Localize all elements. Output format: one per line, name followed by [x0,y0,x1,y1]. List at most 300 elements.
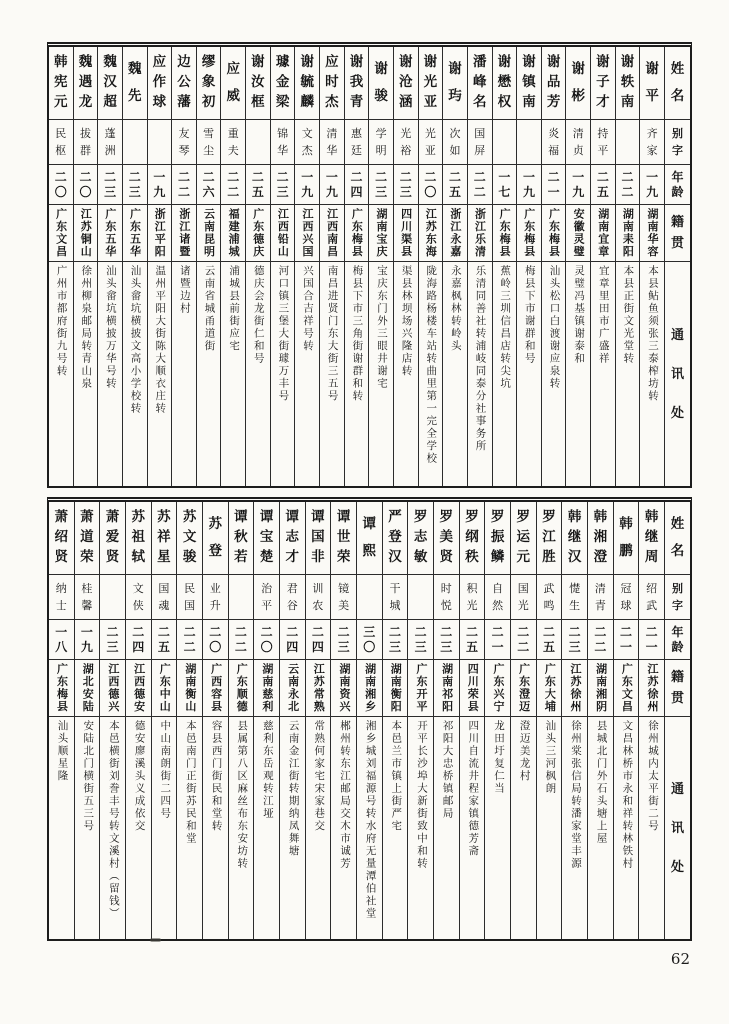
entry-address-cell: 云南金江街转期纳凤舞塘 [287,720,300,858]
entry-name-cell: 苏 祥 星 [152,502,177,575]
entry-column [99,502,125,939]
entry-zi-cell: 文 侠 [126,575,151,620]
entry-name-cell: 严 登 汉 [383,502,408,575]
entry-column [73,47,98,486]
entry-name-cell: 谢 轶 南 [616,47,640,120]
entry-address-cell: 龙田圩复仁当 [492,720,505,795]
entry-zi-cell: 冠 球 [614,575,639,620]
entry-column [253,502,279,939]
entry-name-cell: 应 作 球 [148,47,172,120]
entry-origin-cell: 广东梅县 [345,205,369,262]
column-header-age: 年 龄 [665,165,690,205]
entry-name-cell: 萧 绍 贤 [49,502,74,575]
entry-column [279,502,305,939]
entry-address-cell: 德庆会龙街仁和号 [252,265,265,365]
entry-address-cell: 开平长沙埠大新街致中和转 [415,720,428,870]
entry-zi-cell: 光 亚 [419,120,443,165]
entry-address-cell: 汕头畲坑横披万华号转 [104,265,117,390]
entry-name-cell: 苏 文 骏 [177,502,202,575]
entry-origin-cell: 湖南耒阳 [616,205,640,262]
entry-age-cell: 二 三 [394,165,418,205]
entry-age-cell: 二 一 [614,620,639,660]
entry-origin-cell: 广东澄迈 [511,660,536,717]
entry-origin-cell: 江西德安 [126,660,151,717]
entry-age-cell: 二 三 [383,620,408,660]
entry-address-cell: 澄迈美龙村 [518,720,531,783]
entry-column [615,47,640,486]
entry-zi-cell: 纳 士 [49,575,74,620]
entry-column [171,47,196,486]
entry-origin-cell: 广东大埔 [537,660,562,717]
entry-name-cell: 罗 江 胜 [537,502,562,575]
entry-zi-cell: 文 杰 [295,120,319,165]
entry-address-cell: 广州市都府街九号转 [55,265,68,378]
entry-age-cell: 二 五 [152,620,177,660]
entry-origin-cell: 云南昆明 [197,205,221,262]
entry-address-cell: 慈利东岳观转江垭 [261,720,274,820]
column-header-zi: 别 字 [665,120,690,165]
entry-origin-cell: 广东五华 [98,205,122,262]
entry-name-cell: 罗 志 敏 [408,502,433,575]
entry-address-cell: 蕉岭三圳信昌店转尖坑 [499,265,512,390]
entry-column [356,502,382,939]
entry-column [418,47,443,486]
entry-name-cell: 谢 骏 [369,47,393,120]
entry-name-cell: 罗 振 鳞 [485,502,510,575]
entry-column [536,502,562,939]
entry-age-cell: 二 二 [588,620,613,660]
entry-name-cell: 缪 象 初 [197,47,221,120]
entry-column [294,47,319,486]
entry-zi-cell: 光 裕 [394,120,418,165]
entry-origin-cell: 广东顺德 [229,660,254,717]
entry-name-cell: 韩 宪 元 [49,47,73,120]
entry-origin-cell: 江西兴国 [295,205,319,262]
entry-age-cell: 二 三 [331,620,356,660]
entry-age-cell: 二 三 [271,165,295,205]
entry-age-cell: 二 二 [172,165,196,205]
entry-zi-cell [517,120,541,165]
entry-column [433,502,459,939]
entry-zi-cell: 清 青 [588,575,613,620]
entry-column [638,502,664,939]
entry-zi-cell: 蓬 洲 [98,120,122,165]
entry-name-cell: 萧 道 荣 [75,502,100,575]
entry-origin-cell: 广东兴宁 [485,660,510,717]
entry-zi-cell [148,120,172,165]
entry-origin-cell: 湖南衡山 [177,660,202,717]
entry-name-cell: 苏 登 [203,502,228,575]
entry-column [516,47,541,486]
entry-age-cell: 二 五 [460,620,485,660]
entry-name-cell: 罗 美 贤 [434,502,459,575]
entry-origin-cell: 江西德兴 [100,660,125,717]
entry-name-cell: 谢 彬 [566,47,590,120]
column-header-origin: 籍 贯 [665,205,690,262]
entry-column [196,47,221,486]
entry-age-cell: 二 四 [126,620,151,660]
entry-column [393,47,418,486]
entry-name-cell: 魏 遇 龙 [74,47,98,120]
entry-column [220,47,245,486]
entry-column [484,502,510,939]
entry-zi-cell: 清 贞 [566,120,590,165]
entry-address-cell: 云南省城甬道街 [203,265,216,353]
entry-name-cell: 罗 运 元 [511,502,536,575]
entry-age-cell: 一 九 [320,165,344,205]
column-header-name: 姓 名 [665,47,690,120]
entry-zi-cell: 持 平 [591,120,615,165]
entry-address-cell: 本县鲇鱼须张三泰榨坊转 [647,265,659,403]
entry-age-cell: 二 〇 [49,165,73,205]
entry-address-cell: 徐州棠张信局转潘家堂丰源 [569,720,582,870]
entry-column [492,47,517,486]
entry-origin-cell: 四川渠县 [394,205,418,262]
entry-zi-cell [408,575,433,620]
entry-address-cell: 德安廖溪头义成依交 [133,720,146,833]
entry-origin-cell: 广东五华 [123,205,147,262]
entry-address-cell: 徐州柳泉邮局转青山泉 [80,265,93,390]
entry-age-cell: 二 三 [100,620,125,660]
entry-age-cell: 二 二 [229,620,254,660]
entry-name-cell: 韩 鹏 [614,502,639,575]
entry-zi-cell: 武 鸣 [537,575,562,620]
column-header-name: 姓 名 [665,502,690,575]
entry-age-cell: 二 三 [123,165,147,205]
entry-name-cell: 谢 毓 麟 [295,47,319,120]
entry-age-cell: 一 九 [640,165,664,205]
column-header-origin: 籍 贯 [665,660,690,717]
entry-address-cell: 温州平阳大街陈大顺衣庄转 [154,265,167,415]
entry-column [565,47,590,486]
entry-origin-cell: 湖南慈利 [254,660,279,717]
entry-address-cell: 渠县林坝场兴隆店转 [400,265,413,378]
entry-age-cell: 二 四 [345,165,369,205]
entry-address-cell: 南昌进贤门东大街三五号 [326,265,339,403]
entry-age-cell: 二 五 [246,165,270,205]
directory-table-bottom [47,497,692,941]
entry-age-cell: 二 二 [221,165,245,205]
entry-column [49,502,74,939]
entry-column [561,502,587,939]
entry-name-cell: 谢 光 亚 [419,47,443,120]
entry-origin-cell: 湖南华容 [640,205,664,262]
entry-zi-cell: 自 然 [485,575,510,620]
entry-address-cell: 文昌林桥市永和祥转林铁村 [621,720,634,870]
entry-zi-cell [100,575,125,620]
entry-age-cell: 二 五 [443,165,467,205]
entry-origin-cell: 湖南宝庆 [369,205,393,262]
entry-address-cell: 县城北门外石头塘上屋 [595,720,608,845]
entry-name-cell: 谭 宝 楚 [254,502,279,575]
entry-address-cell: 常熟何家宅宋家巷交 [313,720,326,833]
entry-zi-cell [357,575,382,620]
entry-address-cell: 本邑横街刘誊丰号转文溪村（留钱） [107,720,120,920]
entry-name-cell: 萧 爱 贤 [100,502,125,575]
entry-name-cell: 谢 镇 南 [517,47,541,120]
entry-age-cell: 二 〇 [419,165,443,205]
entry-address-cell: 本县正街文光堂转 [622,265,635,365]
entry-name-cell: 谢 平 [640,47,664,120]
entry-age-cell: 一 九 [517,165,541,205]
entry-zi-cell: 积 光 [460,575,485,620]
entry-age-cell: 一 七 [493,165,517,205]
entry-zi-cell: 次 如 [443,120,467,165]
entry-address-cell: 容县西门街民和堂转 [210,720,223,833]
entry-zi-cell: 友 琴 [172,120,196,165]
entry-zi-cell [616,120,640,165]
entry-address-cell: 永嘉枫林转岭头 [449,265,462,353]
entry-age-cell: 二 〇 [74,165,98,205]
entry-address-cell: 本邑南门正街苏民和堂 [184,720,197,845]
entry-column [97,47,122,486]
entry-name-cell: 谭 世 荣 [331,502,356,575]
entry-age-cell: 二 三 [434,620,459,660]
entry-zi-cell [229,575,254,620]
entry-zi-cell [123,120,147,165]
entry-zi-cell: 时 悦 [434,575,459,620]
entry-zi-cell: 拔 群 [74,120,98,165]
entry-name-cell: 谢 玙 [443,47,467,120]
entry-age-cell: 二 二 [616,165,640,205]
entry-origin-cell: 广东梅县 [517,205,541,262]
entry-zi-cell [493,120,517,165]
entry-column [459,502,485,939]
entry-column [202,502,228,939]
entry-address-cell: 徐州城内太平街二号 [647,720,659,833]
entry-origin-cell: 湖南湘阴 [588,660,613,717]
entry-column [147,47,172,486]
entry-age-cell: 二 六 [197,165,221,205]
entry-name-cell: 谢 汝 框 [246,47,270,120]
entry-name-cell: 魏 先 [123,47,147,120]
entry-zi-cell: 国 光 [511,575,536,620]
entry-age-cell: 二 四 [280,620,305,660]
entry-age-cell: 二 四 [306,620,331,660]
entry-age-cell: 二 二 [177,620,202,660]
column-header-age: 年 龄 [665,620,690,660]
entry-age-cell: 二 五 [591,165,615,205]
entry-column [305,502,331,939]
entry-age-cell: 一 九 [295,165,319,205]
entry-origin-cell: 湖北安陆 [75,660,100,717]
entry-origin-cell: 湖南祁阳 [434,660,459,717]
entry-column [319,47,344,486]
entry-name-cell: 谢 品 芳 [542,47,566,120]
entry-zi-cell: 民 国 [177,575,202,620]
entry-age-cell: 一 九 [566,165,590,205]
entry-name-cell: 罗 纲 秩 [460,502,485,575]
entry-zi-cell: 清 华 [320,120,344,165]
entry-column [587,502,613,939]
entry-column [245,47,270,486]
entry-column [590,47,615,486]
entry-zi-cell: 重 夫 [221,120,245,165]
entry-column [442,47,467,486]
entry-origin-cell: 湖南宜章 [591,205,615,262]
entry-column [125,502,151,939]
entry-name-cell: 谭 国 非 [306,502,331,575]
entry-column [344,47,369,486]
entry-address-cell: 乐清同善社转浦岐同泰分社事务所 [474,265,487,453]
entry-column [382,502,408,939]
entry-address-cell: 灵璧冯基镇谢泰和 [573,265,586,365]
entry-origin-cell: 江西南昌 [320,205,344,262]
entry-column [228,502,254,939]
entry-origin-cell: 广东梅县 [49,660,74,717]
entry-name-cell: 魏 汉 超 [98,47,122,120]
entry-origin-cell: 浙江乐清 [468,205,492,262]
entry-age-cell: 二 一 [639,620,664,660]
entry-origin-cell: 广东文昌 [49,205,73,262]
entry-origin-cell: 江苏铜山 [74,205,98,262]
entry-origin-cell: 湖南湘乡 [357,660,382,717]
header-column [664,502,690,939]
header-column [664,47,690,486]
entry-zi-cell: 治 平 [254,575,279,620]
entry-age-cell: 二 〇 [254,620,279,660]
entry-zi-cell [246,120,270,165]
column-header-zi: 别 字 [665,575,690,620]
entry-address-cell: 四川自流井程家镇德芳斋 [467,720,480,858]
entry-name-cell: 谢 子 才 [591,47,615,120]
entry-origin-cell: 浙江诸暨 [172,205,196,262]
entry-column [122,47,147,486]
entry-zi-cell: 炎 福 [542,120,566,165]
entry-address-cell: 祁阳大忠桥镇邮局 [441,720,454,820]
entry-column [176,502,202,939]
entry-age-cell: 一 九 [75,620,100,660]
page-number: 62 [670,950,690,968]
entry-zi-cell: 君 谷 [280,575,305,620]
entry-column [74,502,100,939]
entry-name-cell: 韩 湘 澄 [588,502,613,575]
entry-zi-cell: 雪 尘 [197,120,221,165]
entry-origin-cell: 江苏东海 [419,205,443,262]
entry-age-cell: 一 八 [49,620,74,660]
entry-zi-cell: 齐 家 [640,120,664,165]
entry-name-cell: 谭 熙 [357,502,382,575]
entry-column [613,502,639,939]
entry-address-cell: 中山南朗街二四号 [159,720,172,820]
entry-column [510,502,536,939]
entry-address-cell: 汕头三河枫朗 [544,720,557,795]
entry-address-cell: 宝庆东门外三眼井谢宅 [375,265,388,390]
entry-zi-cell: 憷 生 [562,575,587,620]
entry-column [541,47,566,486]
entry-zi-cell: 干 城 [383,575,408,620]
entry-zi-cell: 训 农 [306,575,331,620]
entry-address-cell: 县属第八区麻丝布东安坊转 [236,720,249,870]
entry-column [49,47,73,486]
entry-zi-cell: 业 升 [203,575,228,620]
entry-origin-cell: 广东文昌 [614,660,639,717]
entry-name-cell: 苏 祖 轼 [126,502,151,575]
entry-address-cell: 浦城县前街应宅 [228,265,241,353]
entry-name-cell: 谢 沧 涵 [394,47,418,120]
entry-column [330,502,356,939]
entry-origin-cell: 湖南衡阳 [383,660,408,717]
entry-origin-cell: 广东德庆 [246,205,270,262]
entry-age-cell: 二 二 [468,165,492,205]
entry-origin-cell: 广东开平 [408,660,433,717]
entry-name-cell: 韩 继 周 [639,502,664,575]
entry-name-cell: 应 威 [221,47,245,120]
entry-name-cell: 谭 志 才 [280,502,305,575]
entry-name-cell: 边 公 藩 [172,47,196,120]
entry-age-cell: 二 一 [542,165,566,205]
entry-address-cell: 安陆北门横街五三号 [82,720,95,833]
entry-origin-cell: 江苏徐州 [639,660,664,717]
entry-origin-cell: 四川荣县 [460,660,485,717]
entry-zi-cell: 桂 馨 [75,575,100,620]
entry-origin-cell: 江苏徐州 [562,660,587,717]
entry-address-cell: 湘乡城刘福源号转水府无量潭伯社堂 [364,720,377,920]
entry-name-cell: 韩 继 汉 [562,502,587,575]
entry-zi-cell: 民 枢 [49,120,73,165]
entry-origin-cell: 江苏常熟 [306,660,331,717]
entry-address-cell: 梅县下市三角街谢群和转 [351,265,364,403]
entry-origin-cell: 福建浦城 [221,205,245,262]
entry-zi-cell: 绍 武 [639,575,664,620]
entry-address-cell: 汕头顺星隆 [56,720,69,783]
entry-column [151,502,177,939]
entry-origin-cell: 广东梅县 [493,205,517,262]
column-header-address: 通 讯 处 [670,781,684,875]
entry-age-cell: 二 二 [511,620,536,660]
entry-origin-cell: 广东梅县 [542,205,566,262]
entry-zi-cell: 国 屏 [468,120,492,165]
entry-zi-cell: 学 明 [369,120,393,165]
entry-zi-cell: 惠 廷 [345,120,369,165]
entry-address-cell: 兴国合吉祥号转 [302,265,315,353]
entry-column [368,47,393,486]
entry-column [270,47,295,486]
entry-origin-cell: 江西铅山 [271,205,295,262]
entry-origin-cell: 安徽灵璧 [566,205,590,262]
entry-address-cell: 诸暨边村 [178,265,191,315]
entry-address-cell: 郴州转东江邮局交木市诚芳 [338,720,351,870]
entry-zi-cell: 国 魂 [152,575,177,620]
entry-age-cell: 二 三 [369,165,393,205]
directory-table-top [47,42,692,488]
entry-origin-cell: 广东中山 [152,660,177,717]
entry-zi-cell: 镜 美 [331,575,356,620]
entry-column [407,502,433,939]
entry-name-cell: 应 时 杰 [320,47,344,120]
entry-name-cell: 谢 我 青 [345,47,369,120]
entry-origin-cell: 湖南资兴 [331,660,356,717]
entry-origin-cell: 云南永北 [280,660,305,717]
entry-zi-cell: 锦 华 [271,120,295,165]
entry-address-cell: 梅县下市谢群和号 [523,265,536,365]
entry-address-cell: 本邑兰市镇上街严宅 [390,720,403,833]
entry-origin-cell: 广西容县 [203,660,228,717]
entry-address-cell: 汕头畲坑横披文高小学校转 [129,265,142,415]
entry-age-cell: 二 三 [408,620,433,660]
entry-address-cell: 陇海路杨楼车站转曲里第一完全学校 [425,265,438,465]
entry-address-cell: 宜章里田市广盛祥 [597,265,610,365]
entry-column [639,47,664,486]
entry-address-cell: 汕头松口白渡谢应泉转 [548,265,561,390]
entry-name-cell: 潘 峰 名 [468,47,492,120]
entry-age-cell: 二 五 [537,620,562,660]
entry-address-cell: 河口镇三堡大街璩万丰号 [277,265,290,403]
entry-origin-cell: 浙江永嘉 [443,205,467,262]
entry-age-cell: 二 〇 [203,620,228,660]
entry-name-cell: 谭 秋 若 [229,502,254,575]
column-header-address: 通 讯 处 [670,327,684,421]
